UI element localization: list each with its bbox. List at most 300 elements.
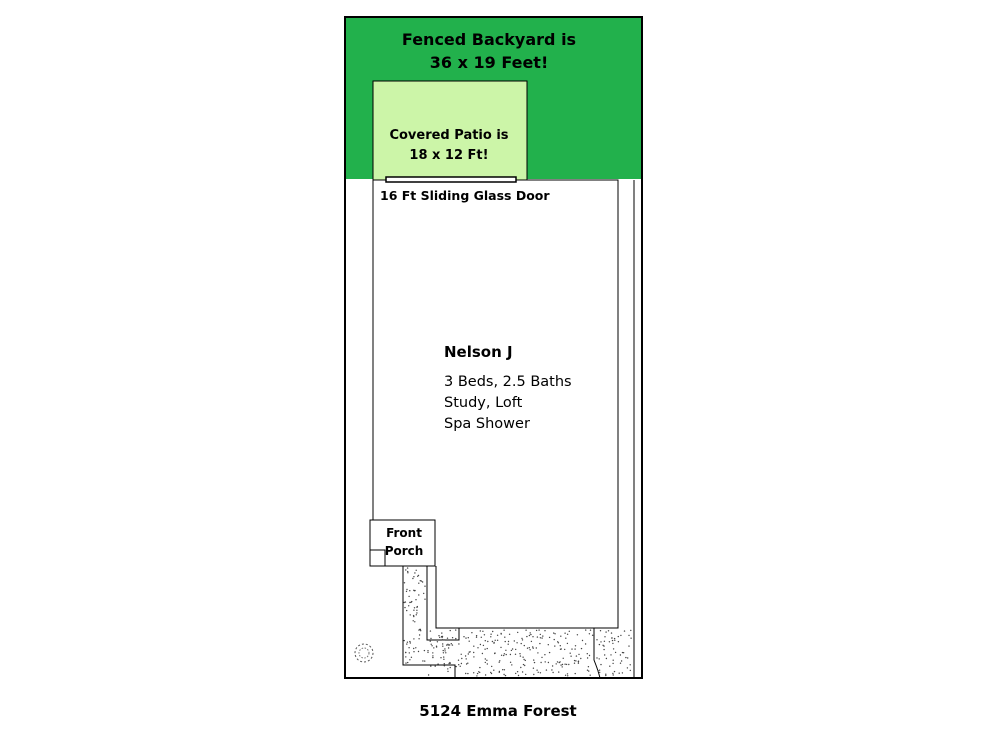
- texture-dot: [560, 645, 561, 646]
- texture-dot: [441, 636, 442, 637]
- texture-dot: [449, 644, 450, 645]
- texture-dot: [515, 654, 516, 655]
- texture-dot: [576, 655, 577, 656]
- texture-dot: [582, 640, 583, 641]
- texture-dot: [483, 645, 484, 646]
- texture-dot: [546, 669, 547, 670]
- texture-dot: [405, 662, 406, 663]
- texture-dot: [469, 641, 470, 642]
- texture-dot: [540, 634, 541, 635]
- texture-dot: [447, 668, 448, 669]
- texture-dot: [409, 602, 410, 603]
- texture-dot: [443, 659, 444, 660]
- texture-dot: [564, 633, 565, 634]
- texture-dot: [619, 673, 620, 674]
- texture-dot: [620, 654, 621, 655]
- texture-dot: [497, 635, 498, 636]
- texture-dot: [589, 633, 590, 634]
- texture-dot: [602, 645, 603, 646]
- texture-dot: [521, 643, 522, 644]
- texture-dot: [630, 638, 631, 639]
- texture-dot: [422, 581, 423, 582]
- texture-dot: [424, 650, 425, 651]
- backyard-title-line1: Fenced Backyard is: [401, 30, 577, 49]
- home-details: [444, 372, 572, 435]
- texture-dot: [604, 654, 605, 655]
- texture-dot: [501, 655, 502, 656]
- texture-dot: [578, 663, 579, 664]
- texture-dot: [533, 648, 534, 649]
- texture-dot: [467, 663, 468, 664]
- sliding-door-label: 16 Ft Sliding Glass Door: [380, 188, 550, 203]
- texture-dot: [443, 652, 444, 653]
- texture-dot: [409, 641, 410, 642]
- texture-dot: [476, 635, 477, 636]
- texture-dot: [596, 657, 597, 658]
- texture-dot: [419, 634, 420, 635]
- texture-dot: [630, 670, 631, 671]
- texture-dot: [447, 638, 448, 639]
- texture-dot: [479, 667, 480, 668]
- texture-dot: [479, 672, 480, 673]
- texture-dot: [537, 636, 538, 637]
- texture-dot: [536, 630, 537, 631]
- texture-dot: [409, 652, 410, 653]
- porch-label: [376, 524, 432, 560]
- porch-label-line1: Front: [386, 526, 422, 540]
- texture-dot: [552, 665, 553, 666]
- patio-label: [378, 126, 520, 166]
- texture-dot: [505, 675, 506, 676]
- texture-dot: [432, 652, 433, 653]
- texture-dot: [530, 632, 531, 633]
- texture-dot: [531, 641, 532, 642]
- texture-dot: [524, 665, 525, 666]
- texture-dot: [599, 658, 600, 659]
- texture-dot: [485, 674, 486, 675]
- texture-dot: [588, 666, 589, 667]
- texture-dot: [415, 599, 416, 600]
- texture-dot: [416, 610, 417, 611]
- texture-dot: [504, 637, 505, 638]
- texture-dot: [519, 653, 520, 654]
- texture-dot: [625, 657, 626, 658]
- texture-dot: [532, 646, 533, 647]
- texture-dot: [430, 630, 431, 631]
- texture-dot: [548, 662, 549, 663]
- texture-dot: [600, 641, 601, 642]
- texture-dot: [529, 649, 530, 650]
- texture-dot: [490, 672, 491, 673]
- texture-dot: [503, 655, 504, 656]
- texture-dot: [466, 658, 467, 659]
- texture-dot: [571, 648, 572, 649]
- home-feature-beds-baths: 3 Beds, 2.5 Baths: [444, 374, 572, 390]
- texture-dot: [537, 652, 538, 653]
- texture-dot: [481, 637, 482, 638]
- texture-dot: [486, 660, 487, 661]
- texture-dot: [585, 643, 586, 644]
- texture-dot: [567, 643, 568, 644]
- texture-dot: [551, 669, 552, 670]
- texture-dot: [558, 642, 559, 643]
- texture-dot: [505, 650, 506, 651]
- texture-dot: [525, 674, 526, 675]
- texture-dot: [516, 642, 517, 643]
- texture-dot: [598, 670, 599, 671]
- patio-label-line1: Covered Patio is: [389, 128, 509, 143]
- texture-dot: [575, 645, 576, 646]
- texture-dot: [590, 675, 591, 676]
- texture-dot: [578, 661, 579, 662]
- texture-dot: [536, 670, 537, 671]
- texture-dot: [608, 630, 609, 631]
- texture-dot: [628, 635, 629, 636]
- texture-dot: [524, 645, 525, 646]
- texture-dot: [407, 571, 408, 572]
- texture-dot: [449, 662, 450, 663]
- texture-dot: [442, 639, 443, 640]
- texture-dot: [444, 665, 445, 666]
- texture-dot: [567, 675, 568, 676]
- texture-dot: [416, 612, 417, 613]
- texture-dot: [499, 672, 500, 673]
- texture-dot: [560, 664, 561, 665]
- texture-dot: [476, 675, 477, 676]
- texture-dot: [539, 643, 540, 644]
- texture-dot: [592, 635, 593, 636]
- texture-dot: [501, 633, 502, 634]
- texture-dot: [480, 630, 481, 631]
- texture-dot: [485, 640, 486, 641]
- texture-dot: [493, 670, 494, 671]
- texture-dot: [414, 621, 415, 622]
- texture-dot: [559, 661, 560, 662]
- texture-dot: [614, 671, 615, 672]
- texture-dot: [599, 644, 600, 645]
- texture-dot: [413, 610, 414, 611]
- texture-dot: [435, 666, 436, 667]
- texture-dot: [473, 652, 474, 653]
- texture-dot: [621, 660, 622, 661]
- texture-dot: [568, 664, 569, 665]
- texture-dot: [506, 654, 507, 655]
- texture-dot: [482, 631, 483, 632]
- texture-dot: [443, 639, 444, 640]
- texture-dot: [443, 656, 444, 657]
- texture-dot: [409, 659, 410, 660]
- texture-dot: [581, 648, 582, 649]
- texture-dot: [485, 658, 486, 659]
- home-model-name: Nelson J: [444, 343, 513, 361]
- texture-dot: [522, 671, 523, 672]
- texture-dot: [418, 651, 419, 652]
- texture-dot: [538, 629, 539, 630]
- texture-dot: [408, 647, 409, 648]
- texture-dot: [612, 663, 613, 664]
- texture-dot: [414, 572, 415, 573]
- texture-dot: [614, 640, 615, 641]
- texture-dot: [570, 656, 571, 657]
- texture-dot: [406, 589, 407, 590]
- texture-dot: [447, 671, 448, 672]
- texture-dot: [406, 643, 407, 644]
- texture-dot: [554, 633, 555, 634]
- texture-dot: [473, 672, 474, 673]
- texture-dot: [517, 671, 518, 672]
- texture-dot: [503, 674, 504, 675]
- texture-dot: [570, 653, 571, 654]
- texture-dot: [505, 641, 506, 642]
- texture-dot: [578, 654, 579, 655]
- texture-dot: [538, 672, 539, 673]
- texture-dot: [427, 652, 428, 653]
- texture-dot: [508, 644, 509, 645]
- texture-dot: [465, 637, 466, 638]
- texture-dot: [407, 567, 408, 568]
- texture-dot: [599, 670, 600, 671]
- texture-dot: [508, 641, 509, 642]
- texture-dot: [418, 594, 419, 595]
- texture-dot: [413, 638, 414, 639]
- texture-dot: [527, 648, 528, 649]
- texture-dot: [540, 662, 541, 663]
- texture-dot: [523, 659, 524, 660]
- texture-dot: [548, 644, 549, 645]
- texture-dot: [404, 582, 405, 583]
- texture-dot: [407, 662, 408, 663]
- texture-dot: [410, 642, 411, 643]
- texture-dot: [427, 650, 428, 651]
- texture-dot: [441, 632, 442, 633]
- texture-dot: [410, 602, 411, 603]
- texture-dot: [491, 666, 492, 667]
- texture-dot: [406, 591, 407, 592]
- texture-dot: [540, 672, 541, 673]
- texture-dot: [436, 646, 437, 647]
- texture-dot: [532, 636, 533, 637]
- texture-dot: [622, 672, 623, 673]
- texture-dot: [552, 672, 553, 673]
- texture-dot: [492, 641, 493, 642]
- texture-dot: [484, 649, 485, 650]
- texture-dot: [554, 639, 555, 640]
- texture-dot: [529, 647, 530, 648]
- texture-dot: [452, 637, 453, 638]
- texture-dot: [502, 669, 503, 670]
- texture-dot: [408, 605, 409, 606]
- texture-dot: [463, 636, 464, 637]
- home-feature-spa-shower: Spa Shower: [444, 416, 530, 432]
- texture-dot: [405, 656, 406, 657]
- texture-dot: [447, 644, 448, 645]
- texture-dot: [560, 649, 561, 650]
- texture-dot: [409, 590, 410, 591]
- texture-dot: [609, 641, 610, 642]
- texture-dot: [432, 655, 433, 656]
- texture-dot: [587, 653, 588, 654]
- texture-dot: [487, 663, 488, 664]
- texture-dot: [557, 661, 558, 662]
- texture-dot: [416, 614, 417, 615]
- texture-dot: [542, 635, 543, 636]
- texture-dot: [466, 663, 467, 664]
- texture-dot: [544, 630, 545, 631]
- texture-dot: [417, 576, 418, 577]
- texture-dot: [566, 664, 567, 665]
- texture-dot: [413, 620, 414, 621]
- texture-dot: [515, 673, 516, 674]
- texture-dot: [622, 652, 623, 653]
- texture-dot: [564, 664, 565, 665]
- texture-dot: [624, 630, 625, 631]
- texture-dot: [444, 650, 445, 651]
- texture-dot: [588, 670, 589, 671]
- texture-dot: [490, 634, 491, 635]
- texture-dot: [533, 668, 534, 669]
- texture-dot: [493, 642, 494, 643]
- texture-dot: [553, 632, 554, 633]
- texture-dot: [468, 653, 469, 654]
- texture-dot: [442, 646, 443, 647]
- texture-dot: [540, 637, 541, 638]
- texture-dot: [431, 644, 432, 645]
- texture-dot: [456, 666, 457, 667]
- texture-dot: [499, 662, 500, 663]
- texture-dot: [613, 648, 614, 649]
- texture-dot: [520, 667, 521, 668]
- texture-dot: [444, 663, 445, 664]
- texture-dot: [458, 660, 459, 661]
- texture-dot: [627, 667, 628, 668]
- texture-dot: [424, 586, 425, 587]
- texture-dot: [487, 641, 488, 642]
- texture-dot: [422, 660, 423, 661]
- texture-dot: [526, 636, 527, 637]
- texture-dot: [556, 663, 557, 664]
- texture-dot: [567, 673, 568, 674]
- texture-dot: [587, 670, 588, 671]
- texture-dot: [517, 632, 518, 633]
- texture-dot: [599, 672, 600, 673]
- texture-dot: [589, 655, 590, 656]
- texture-dot: [612, 643, 613, 644]
- texture-dot: [433, 647, 434, 648]
- texture-dot: [458, 664, 459, 665]
- texture-dot: [418, 638, 419, 639]
- texture-dot: [613, 674, 614, 675]
- texture-dot: [612, 673, 613, 674]
- texture-dot: [431, 645, 432, 646]
- texture-dot: [610, 654, 611, 655]
- texture-dot: [437, 641, 438, 642]
- texture-dot: [567, 634, 568, 635]
- texture-dot: [410, 614, 411, 615]
- texture-dot: [562, 664, 563, 665]
- texture-dot: [574, 663, 575, 664]
- texture-dot: [413, 651, 414, 652]
- texture-dot: [460, 666, 461, 667]
- texture-dot: [424, 599, 425, 600]
- texture-dot: [408, 596, 409, 597]
- sliding-glass-door: [386, 177, 516, 182]
- property-address: 5124 Emma Forest: [419, 702, 577, 720]
- texture-dot: [423, 593, 424, 594]
- texture-dot: [442, 643, 443, 644]
- texture-dot: [612, 640, 613, 641]
- texture-dot: [605, 675, 606, 676]
- texture-dot: [432, 657, 433, 658]
- texture-dot: [511, 650, 512, 651]
- texture-dot: [477, 647, 478, 648]
- texture-dot: [445, 652, 446, 653]
- texture-dot: [569, 631, 570, 632]
- texture-dot: [413, 648, 414, 649]
- texture-dot: [417, 606, 418, 607]
- texture-dot: [554, 645, 555, 646]
- texture-dot: [480, 644, 481, 645]
- texture-dot: [487, 648, 488, 649]
- texture-dot: [424, 660, 425, 661]
- texture-dot: [452, 644, 453, 645]
- texture-dot: [627, 657, 628, 658]
- texture-dot: [529, 635, 530, 636]
- texture-dot: [461, 663, 462, 664]
- texture-dot: [503, 630, 504, 631]
- texture-dot: [407, 572, 408, 573]
- texture-dot: [606, 658, 607, 659]
- texture-dot: [443, 650, 444, 651]
- texture-dot: [618, 636, 619, 637]
- texture-dot: [428, 674, 429, 675]
- texture-dot: [477, 673, 478, 674]
- texture-dot: [404, 640, 405, 641]
- texture-dot: [450, 667, 451, 668]
- texture-dot: [416, 570, 417, 571]
- texture-dot: [455, 629, 456, 630]
- home-feature-study-loft: Study, Loft: [444, 395, 523, 411]
- texture-dot: [451, 643, 452, 644]
- texture-dot: [476, 637, 477, 638]
- texture-dot: [473, 656, 474, 657]
- texture-dot: [412, 578, 413, 579]
- texture-dot: [577, 634, 578, 635]
- texture-dot: [413, 615, 414, 616]
- texture-dot: [534, 662, 535, 663]
- texture-dot: [419, 629, 420, 630]
- texture-dot: [597, 668, 598, 669]
- texture-dot: [406, 610, 407, 611]
- texture-dot: [520, 655, 521, 656]
- texture-dot: [590, 630, 591, 631]
- texture-dot: [509, 634, 510, 635]
- patio-label-line2: 18 x 12 Ft!: [409, 148, 489, 163]
- texture-dot: [485, 662, 486, 663]
- texture-dot: [490, 636, 491, 637]
- texture-dot: [541, 657, 542, 658]
- texture-dot: [430, 638, 431, 639]
- texture-dot: [630, 664, 631, 665]
- texture-dot: [418, 583, 419, 584]
- texture-dot: [510, 662, 511, 663]
- texture-dot: [497, 640, 498, 641]
- texture-dot: [515, 649, 516, 650]
- texture-dot: [512, 648, 513, 649]
- texture-dot: [533, 659, 534, 660]
- texture-dot: [525, 660, 526, 661]
- texture-dot: [461, 654, 462, 655]
- texture-dot: [611, 637, 612, 638]
